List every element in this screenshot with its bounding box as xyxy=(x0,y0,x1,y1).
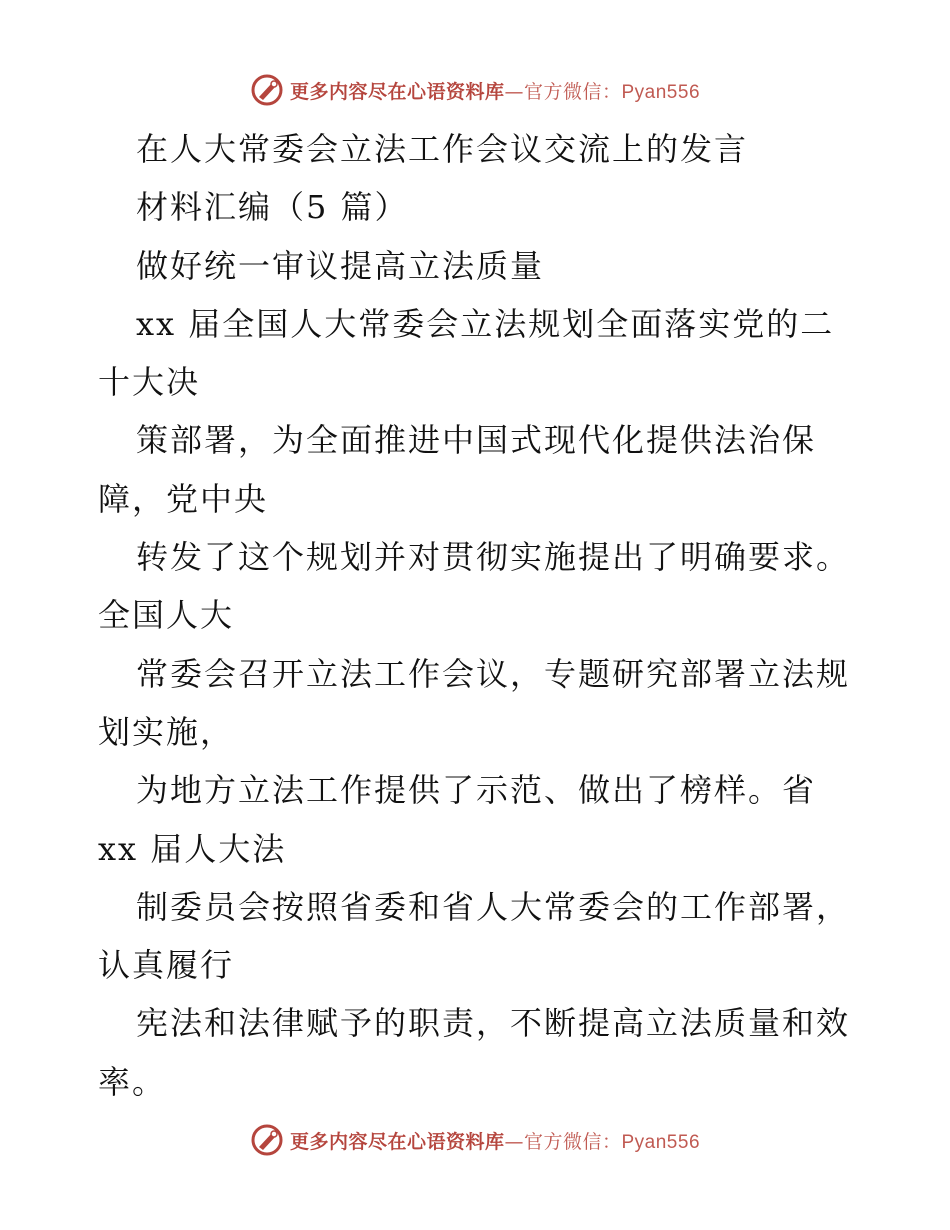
text-line: 策部署，为全面推进中国式现代化提供法治保 xyxy=(136,421,817,460)
watermark-separator: — xyxy=(504,80,524,103)
text-line: 为地方立法工作提供了示范、做出了榜样。省 xyxy=(136,771,817,810)
logo-seal-icon xyxy=(250,1123,284,1157)
text-line: 转发了这个规划并对贯彻实施提出了明确要求。 xyxy=(136,538,851,577)
text-line: 在人大常委会立法工作会议交流上的发言 xyxy=(136,130,749,168)
watermark-label: 官方微信： xyxy=(523,1130,622,1153)
text-line: 材料汇编（5 篇） xyxy=(136,188,409,227)
text-line: xx 届全国人大常委会立法规划全面落实党的二 xyxy=(136,304,835,343)
watermark-main: 更多内容尽在心语资料库 xyxy=(289,1130,505,1153)
text-line: 宪法和法律赋予的职责，不断提高立法质量和效 xyxy=(136,1004,851,1043)
text-line: 制委员会按照省委和省人大常委会的工作部署， xyxy=(136,887,851,926)
watermark-text xyxy=(290,77,700,104)
text-line: 全国人大 xyxy=(98,596,235,635)
watermark-id: Pyan556 xyxy=(621,1131,701,1153)
document-body xyxy=(98,120,898,1111)
text-line: 障，党中央 xyxy=(98,479,269,518)
watermark-main: 更多内容尽在心语资料库 xyxy=(289,80,505,103)
footer-watermark xyxy=(0,1120,950,1160)
text-line: 认真履行 xyxy=(98,946,235,985)
text-line: 常委会召开立法工作会议，专题研究部署立法规 xyxy=(136,654,851,693)
text-line: 划实施， xyxy=(98,712,235,751)
watermark-separator: — xyxy=(504,1130,524,1153)
logo-seal-icon xyxy=(250,73,284,107)
text-line: xx 届人大法 xyxy=(98,829,287,868)
text-line: 做好统一审议提高立法质量 xyxy=(136,246,545,285)
header-watermark xyxy=(0,70,950,110)
watermark-id: Pyan556 xyxy=(621,81,701,103)
watermark-text xyxy=(290,1127,700,1154)
text-line: 十大决 xyxy=(98,363,201,402)
watermark-label: 官方微信： xyxy=(523,80,622,103)
text-line: 率。 xyxy=(98,1062,167,1101)
